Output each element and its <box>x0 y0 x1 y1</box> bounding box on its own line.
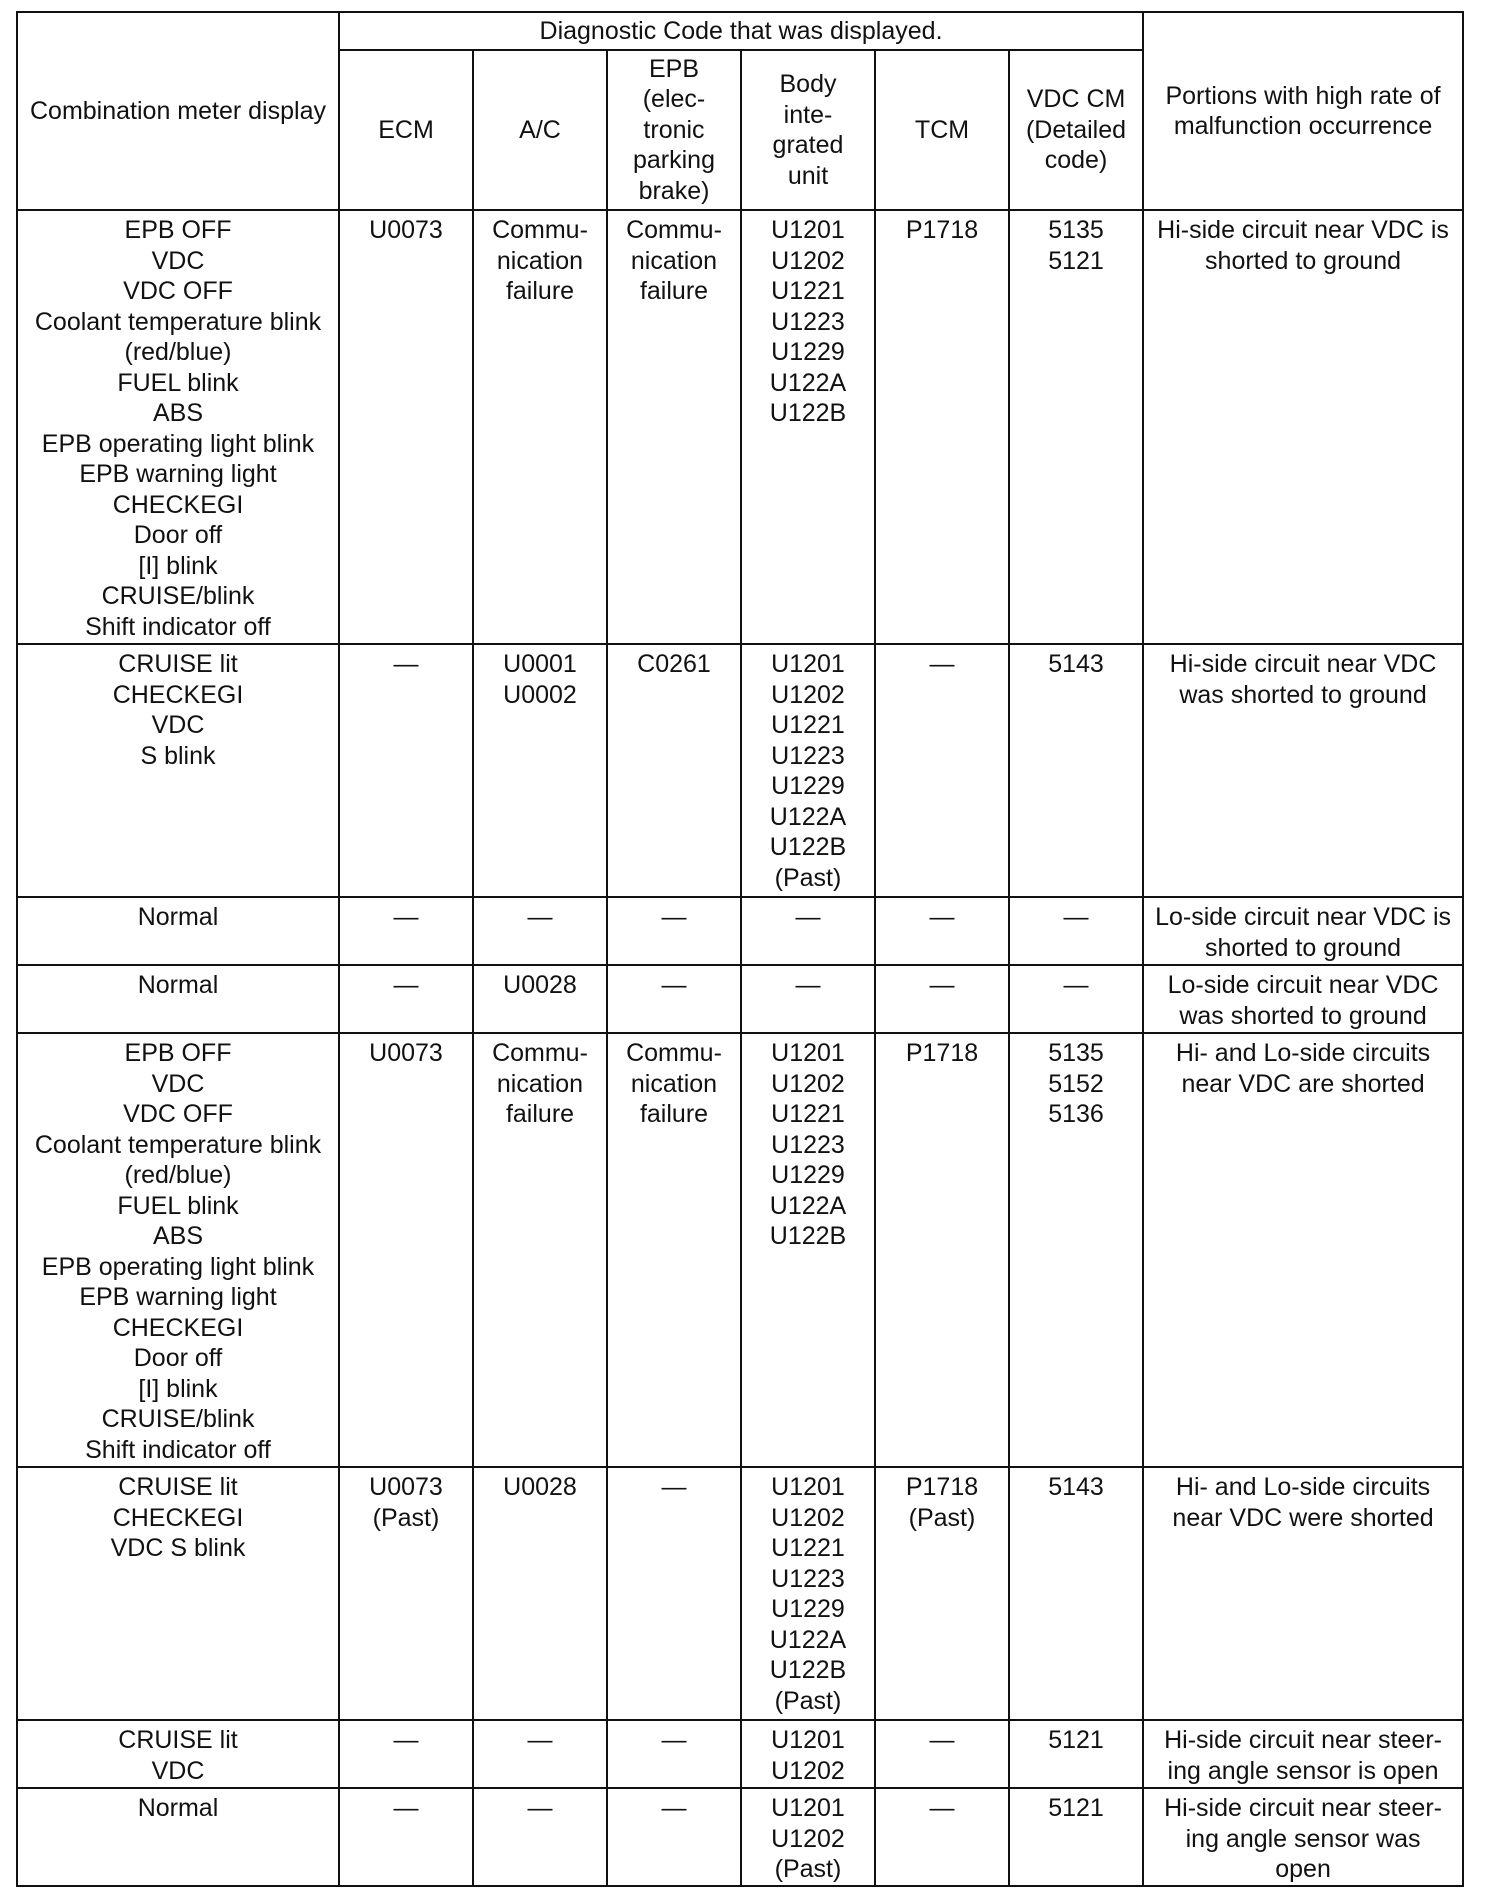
cell-tcm: P1718 (Past) <box>875 1467 1009 1720</box>
cell-vdc: 5135 5121 <box>1009 210 1143 644</box>
cell-portions: Hi- and Lo-side circuits near VDC were shorted <box>1143 1467 1463 1720</box>
cell-tcm: — <box>875 1788 1009 1886</box>
cell-vdc: 5121 <box>1009 1720 1143 1788</box>
cell-body: U1201 U1202 U1221 U1223 U1229 U122A U122B <box>741 210 875 644</box>
cell-ecm: — <box>339 1788 473 1886</box>
header-diagnostic-code-group: Diagnostic Code that was displayed. <box>339 12 1143 50</box>
cell-portions: Hi-side circuit near steer- ing angle sensor is open <box>1143 1720 1463 1788</box>
cell-body: U1201 U1202 U1221 U1223 U1229 U122A U122B (Past) <box>741 644 875 897</box>
cell-ecm: U0073 <box>339 1033 473 1467</box>
cell-body: U1201 U1202 (Past) <box>741 1788 875 1886</box>
cell-ecm: U0073 <box>339 210 473 644</box>
cell-epb: C0261 <box>607 644 741 897</box>
table-body <box>17 210 1463 1886</box>
cell-display: EPB OFF VDC VDC OFF Coolant temperature blink (red/blue) FUEL blink ABS EPB operating light blink EPB warning light CHECKEGI Door off [I] blink CRUISE/blink Shift indicator off <box>17 1033 339 1467</box>
cell-ecm: — <box>339 1720 473 1788</box>
cell-tcm: — <box>875 897 1009 965</box>
cell-epb: — <box>607 1788 741 1886</box>
cell-display: EPB OFF VDC VDC OFF Coolant temperature blink (red/blue) FUEL blink ABS EPB operating light blink EPB warning light CHECKEGI Door off [I] blink CRUISE/blink Shift indicator off <box>17 210 339 644</box>
cell-epb: Commu- nication failure <box>607 210 741 644</box>
cell-vdc: 5135 5152 5136 <box>1009 1033 1143 1467</box>
cell-vdc: — <box>1009 897 1143 965</box>
cell-ac: U0028 <box>473 965 607 1033</box>
cell-body: U1201 U1202 <box>741 1720 875 1788</box>
cell-portions: Hi-side circuit near steer- ing angle sensor was open <box>1143 1788 1463 1886</box>
cell-ecm: — <box>339 965 473 1033</box>
cell-tcm: — <box>875 1720 1009 1788</box>
cell-portions: Lo-side circuit near VDC was shorted to ground <box>1143 965 1463 1033</box>
cell-ac: — <box>473 897 607 965</box>
header-tcm: TCM <box>875 50 1009 210</box>
cell-ac: — <box>473 1720 607 1788</box>
cell-tcm: — <box>875 644 1009 897</box>
diagnostic-code-table <box>16 11 1464 1887</box>
table-row <box>17 965 1463 1033</box>
header-ecm: ECM <box>339 50 473 210</box>
cell-ecm: U0073 (Past) <box>339 1467 473 1720</box>
cell-tcm: — <box>875 965 1009 1033</box>
cell-vdc: — <box>1009 965 1143 1033</box>
cell-ecm: — <box>339 897 473 965</box>
cell-portions: Hi-side circuit near VDC is shorted to ground <box>1143 210 1463 644</box>
cell-epb: — <box>607 1720 741 1788</box>
cell-portions: Hi-side circuit near VDC was shorted to ground <box>1143 644 1463 897</box>
table-row <box>17 897 1463 965</box>
cell-ecm: — <box>339 644 473 897</box>
table-row <box>17 210 1463 644</box>
cell-portions: Hi- and Lo-side circuits near VDC are shorted <box>1143 1033 1463 1467</box>
cell-ac: U0028 <box>473 1467 607 1720</box>
table-row <box>17 1788 1463 1886</box>
cell-epb: — <box>607 965 741 1033</box>
cell-vdc: 5121 <box>1009 1788 1143 1886</box>
cell-display: CRUISE lit CHECKEGI VDC S blink <box>17 644 339 897</box>
cell-display: CRUISE lit CHECKEGI VDC S blink <box>17 1467 339 1720</box>
header-body-integrated-unit: Body inte- grated unit <box>741 50 875 210</box>
cell-body: — <box>741 965 875 1033</box>
cell-body: U1201 U1202 U1221 U1223 U1229 U122A U122B <box>741 1033 875 1467</box>
header-epb: EPB (elec- tronic parking brake) <box>607 50 741 210</box>
table-row <box>17 1467 1463 1720</box>
cell-display: Normal <box>17 897 339 965</box>
header-ac: A/C <box>473 50 607 210</box>
table-row <box>17 1033 1463 1467</box>
cell-epb: — <box>607 897 741 965</box>
header-vdc-cm: VDC CM (Detailed code) <box>1009 50 1143 210</box>
cell-portions: Lo-side circuit near VDC is shorted to ground <box>1143 897 1463 965</box>
cell-ac: — <box>473 1788 607 1886</box>
table-row <box>17 1720 1463 1788</box>
cell-tcm: P1718 <box>875 210 1009 644</box>
cell-display: Normal <box>17 1788 339 1886</box>
cell-ac: Commu- nication failure <box>473 1033 607 1467</box>
cell-body: — <box>741 897 875 965</box>
cell-display: Normal <box>17 965 339 1033</box>
cell-body: U1201 U1202 U1221 U1223 U1229 U122A U122B (Past) <box>741 1467 875 1720</box>
table-row <box>17 644 1463 897</box>
cell-epb: Commu- nication failure <box>607 1033 741 1467</box>
cell-epb: — <box>607 1467 741 1720</box>
header-portions: Portions with high rate of malfunction occurrence <box>1143 12 1463 210</box>
header-combination-meter-display: Combination meter display <box>17 12 339 210</box>
cell-vdc: 5143 <box>1009 644 1143 897</box>
cell-vdc: 5143 <box>1009 1467 1143 1720</box>
cell-tcm: P1718 <box>875 1033 1009 1467</box>
cell-ac: U0001 U0002 <box>473 644 607 897</box>
cell-ac: Commu- nication failure <box>473 210 607 644</box>
cell-display: CRUISE lit VDC <box>17 1720 339 1788</box>
table-header <box>17 12 1463 210</box>
